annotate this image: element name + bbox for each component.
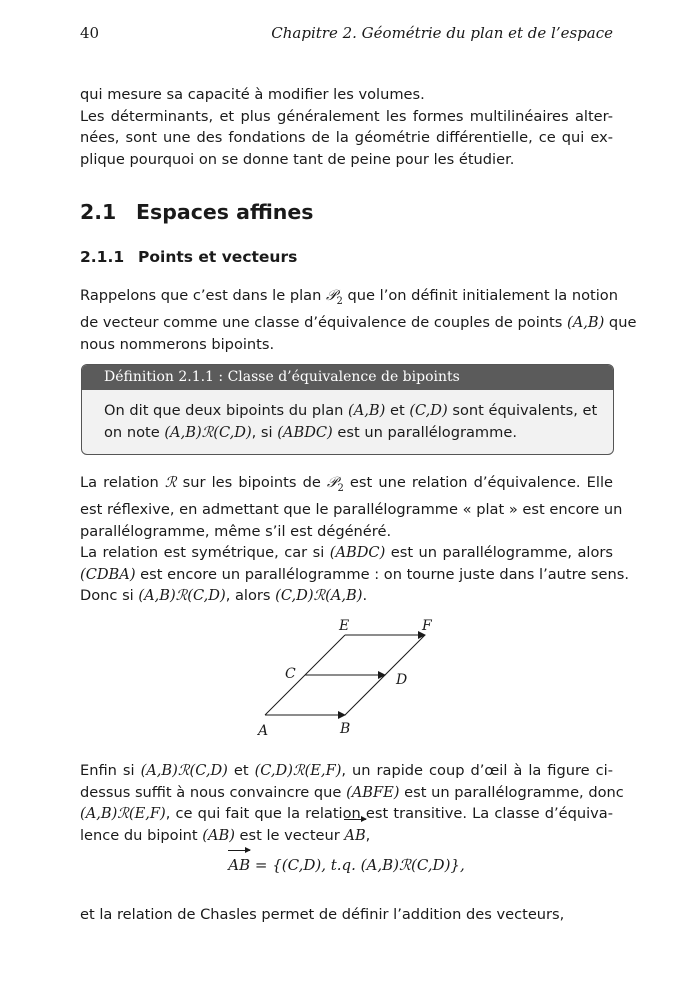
vector-AB-symbol <box>344 825 365 847</box>
math: (ABDC) <box>329 544 386 562</box>
text-line <box>80 312 637 334</box>
text-line <box>80 472 613 499</box>
text: de vecteur comme une classe d’équivalence de couples de points <box>80 314 567 332</box>
definition-title: Définition 2.1.1 : Classe d’équivalence de bipoints <box>82 365 613 390</box>
label-D: D <box>396 672 408 688</box>
section-title: Espaces affines <box>136 200 314 224</box>
text-line <box>104 400 598 422</box>
text-line: parallélogramme, même s’il est dégénéré. <box>80 522 392 540</box>
subsection-title: Points et vecteurs <box>138 248 298 266</box>
vector-arrow-icon <box>344 819 365 826</box>
text: , alors <box>225 587 276 605</box>
text: et <box>227 762 255 779</box>
math: (A,B) <box>348 402 386 419</box>
intro-paragraph <box>80 84 613 170</box>
text: dessus suffit à nous convaincre que <box>80 783 347 801</box>
text: On dit que deux bipoints du plan <box>104 402 349 419</box>
text: que <box>604 314 637 332</box>
text-line: est réflexive, en admettant que le parallélogramme « plat » est encore un <box>80 501 623 519</box>
display-equation <box>80 856 613 874</box>
vector-AB-symbol <box>228 856 250 874</box>
math: (A,B)ℛ(E,F) <box>80 805 166 822</box>
math: AB <box>228 856 251 874</box>
text: , <box>365 826 371 844</box>
subscript: 2 <box>336 295 343 307</box>
plane-symbol: 𝒫 <box>326 474 338 491</box>
text: est le vecteur <box>234 826 345 844</box>
subsection-number: 2.1.1 <box>80 248 125 266</box>
paragraph-bipoints <box>80 285 637 355</box>
plane-symbol: 𝒫 <box>326 287 337 304</box>
vector-arrow-icon <box>228 850 250 857</box>
text-line <box>104 422 591 444</box>
text-line <box>80 564 630 586</box>
definition-box <box>81 364 614 455</box>
text: on note <box>104 423 165 441</box>
label-E: E <box>339 618 350 634</box>
text: Donc si <box>80 587 139 605</box>
math: (C,D)ℛ(E,F) <box>254 762 342 779</box>
math: AB <box>344 826 366 844</box>
label-A: A <box>258 723 269 739</box>
math: (A,B)ℛ(C,D) <box>140 762 228 779</box>
text: sur les bipoints de <box>176 474 327 491</box>
text-line: nous nommerons bipoints. <box>80 335 275 353</box>
section-heading <box>80 200 314 224</box>
paragraph-equivalence <box>80 472 630 607</box>
definition-body <box>82 390 613 443</box>
running-head <box>80 24 613 48</box>
math: (ABDC) <box>277 423 333 441</box>
text-line <box>80 825 613 847</box>
text: Enfin si <box>80 762 141 779</box>
math: (A,B) <box>567 314 605 332</box>
text-line <box>80 585 613 607</box>
text-line: nées, sont une des fondations de la géométrie différentielle, ce qui ex- <box>80 129 613 146</box>
text: , si <box>251 423 278 441</box>
text: La relation <box>80 474 165 491</box>
text: Rappelons que c’est dans le plan <box>80 287 326 304</box>
relation-symbol: ℛ <box>164 474 177 491</box>
text-line: plique pourquoi on se donne tant de peine pour les étudier. <box>80 150 515 168</box>
text: , un rapide coup d’œil à la figure ci- <box>341 762 613 779</box>
text: que l’on définit initialement la notion <box>342 287 618 304</box>
parallelogram-figure <box>240 612 450 742</box>
paragraph-transitivity <box>80 760 624 846</box>
math: (CDBA) <box>80 565 136 583</box>
text-line: qui mesure sa capacité à modifier les volumes. <box>80 86 425 103</box>
label-B: B <box>340 721 351 737</box>
parallelogram-diagram <box>240 612 450 742</box>
text: est un parallélogramme, donc <box>399 783 624 801</box>
math: (A,B)ℛ(C,D) <box>164 423 252 441</box>
text: est encore un parallélogramme : on tourne juste dans l’autre sens. <box>135 565 630 583</box>
page-number: 40 <box>80 24 100 42</box>
text: et <box>385 402 410 419</box>
text: La relation est symétrique, car si <box>80 544 330 562</box>
label-C: C <box>285 666 296 682</box>
text-line: Les déterminants, et plus généralement les formes multilinéaires alter- <box>80 107 613 125</box>
text-line: et la relation de Chasles permet de définir l’addition des vecteurs, <box>80 906 565 923</box>
text: . <box>362 587 368 605</box>
math: (C,D)ℛ(A,B) <box>275 587 363 605</box>
text-line <box>80 760 613 782</box>
math: (AB) <box>202 826 235 844</box>
text: est un parallélogramme. <box>332 423 517 441</box>
text: sont équivalents, et <box>447 402 598 419</box>
label-F: F <box>422 618 432 634</box>
section-number: 2.1 <box>80 200 117 224</box>
math: (ABFE) <box>346 783 400 801</box>
chapter-title: Chapitre 2. Géométrie du plan et de l’espace <box>271 24 613 42</box>
text: est une relation d’équivalence. Elle <box>343 474 613 491</box>
text-line <box>80 285 618 312</box>
text-line <box>80 782 624 804</box>
closing-paragraph <box>80 904 613 926</box>
text: lence du bipoint <box>80 826 203 844</box>
text: est un parallélogramme, alors <box>385 544 613 562</box>
math: (C,D) <box>409 402 448 419</box>
subscript: 2 <box>337 482 344 494</box>
text: , ce qui fait que la relation est transitive. La classe d’équiva- <box>165 805 613 822</box>
subsection-heading <box>80 248 297 266</box>
math: (A,B)ℛ(C,D) <box>138 587 226 605</box>
equation-rhs: = {(C,D), t.q. (A,B)ℛ(C,D)}, <box>250 856 465 874</box>
text-line <box>80 542 613 564</box>
